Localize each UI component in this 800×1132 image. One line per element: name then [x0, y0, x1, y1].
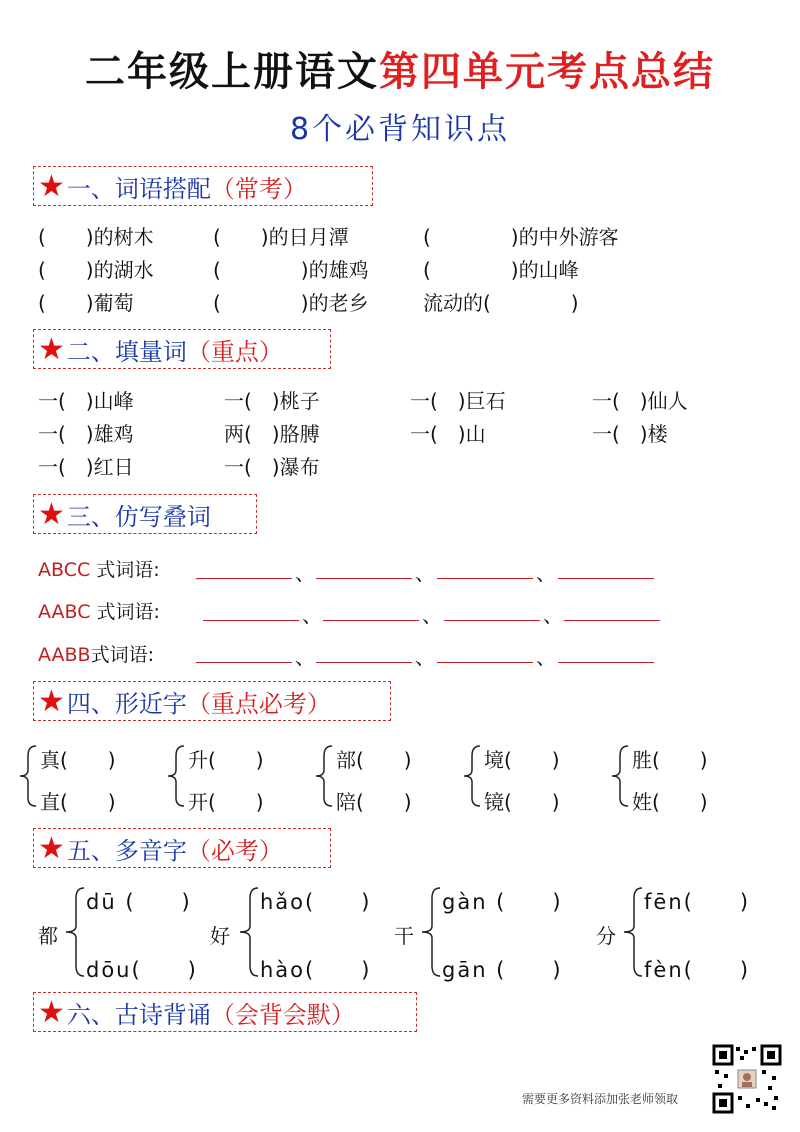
section-header-2 — [33, 329, 331, 369]
section-title: 五、多音字 — [66, 836, 187, 865]
pinyin-top: fēn( ) — [644, 890, 751, 914]
reduplication-label-2 — [38, 597, 160, 624]
collocation-item: 流动的( ) — [423, 291, 579, 315]
section-title: 三、仿写叠词 — [66, 502, 211, 531]
similar-char-top: 部( ) — [336, 748, 412, 772]
reduplication-label-1 — [38, 555, 160, 582]
section-note: （重点必考） — [186, 689, 331, 718]
section-header-6 — [33, 992, 417, 1032]
section-note: （必考） — [186, 836, 283, 865]
section-title: 六、古诗背诵 — [66, 1000, 211, 1029]
answer-line[interactable] — [196, 662, 292, 663]
measure-item: 一( )仙人 — [592, 389, 688, 413]
title-part-red: 第四单元考点总结 — [379, 49, 715, 95]
separator: 、 — [302, 603, 322, 627]
pinyin-top: gàn ( ) — [442, 890, 563, 914]
brace-icon — [616, 884, 646, 980]
polyphone-char: 干 — [394, 924, 414, 948]
answer-line[interactable] — [564, 620, 660, 621]
section-title: 一、词语搭配 — [66, 174, 211, 203]
brace-icon — [306, 742, 336, 810]
brace-icon — [414, 884, 444, 980]
answer-line[interactable] — [316, 578, 412, 579]
measure-item: 一( )楼 — [592, 422, 668, 446]
collocation-item: ( )的树木 — [38, 225, 154, 249]
star-icon: ★ — [38, 683, 65, 719]
pattern-name: ABCC — [38, 559, 91, 581]
answer-line[interactable] — [558, 662, 654, 663]
collocation-item: ( )的雄鸡 — [213, 258, 369, 282]
brace-icon — [10, 742, 40, 810]
similar-char-top: 升( ) — [188, 748, 264, 772]
collocation-item: ( )的湖水 — [38, 258, 154, 282]
separator: 、 — [543, 603, 563, 627]
collocation-item: ( )的中外游客 — [423, 225, 619, 249]
star-icon: ★ — [38, 331, 65, 367]
reduplication-label-3 — [38, 640, 154, 667]
separator: 、 — [422, 603, 442, 627]
pinyin-bottom: fèn( ) — [644, 958, 751, 982]
star-icon: ★ — [38, 496, 65, 532]
measure-item: 一( )雄鸡 — [38, 422, 134, 446]
pattern-name: AABC — [38, 601, 91, 623]
section-note: （常考） — [210, 174, 307, 203]
separator: 、 — [415, 561, 435, 585]
star-icon: ★ — [38, 830, 65, 866]
qr-code-icon[interactable] — [712, 1044, 782, 1114]
answer-line[interactable] — [196, 578, 292, 579]
section-header-1 — [33, 166, 373, 206]
separator: 、 — [415, 645, 435, 669]
polyphone-char: 分 — [596, 924, 616, 948]
similar-char-bottom: 陪( ) — [336, 790, 412, 814]
pattern-suffix: 式词语: — [96, 601, 160, 623]
brace-icon — [58, 884, 88, 980]
title-part-black: 二年级上册语文 — [85, 49, 379, 95]
brace-icon — [454, 742, 484, 810]
pinyin-bottom: dōu( ) — [86, 958, 198, 982]
similar-char-bottom: 直( ) — [40, 790, 116, 814]
measure-item: 一( )巨石 — [410, 389, 506, 413]
collocation-item: ( )葡萄 — [38, 291, 134, 315]
star-icon: ★ — [38, 994, 65, 1030]
measure-item: 一( )山峰 — [38, 389, 134, 413]
measure-item: 一( )瀑布 — [224, 455, 320, 479]
answer-line[interactable] — [444, 620, 540, 621]
section-header-4 — [33, 681, 391, 721]
similar-char-top: 境( ) — [484, 748, 560, 772]
section-header-3 — [33, 494, 257, 534]
separator: 、 — [295, 645, 315, 669]
measure-item: 一( )山 — [410, 422, 486, 446]
answer-line[interactable] — [558, 578, 654, 579]
measure-item: 一( )红日 — [38, 455, 134, 479]
footer-note: 需要更多资料添加张老师领取 — [522, 1092, 679, 1106]
collocation-item: ( )的老乡 — [213, 291, 369, 315]
page-subtitle: 8个必背知识点 — [289, 112, 511, 147]
star-icon: ★ — [38, 168, 65, 204]
separator: 、 — [295, 561, 315, 585]
similar-char-bottom: 开( ) — [188, 790, 264, 814]
answer-line[interactable] — [316, 662, 412, 663]
polyphone-char: 都 — [38, 924, 58, 948]
similar-char-bottom: 姓( ) — [632, 790, 708, 814]
similar-char-top: 真( ) — [40, 748, 116, 772]
measure-item: 一( )桃子 — [224, 389, 320, 413]
section-title: 二、填量词 — [66, 337, 187, 366]
section-header-5 — [33, 828, 331, 868]
separator: 、 — [536, 645, 556, 669]
brace-icon — [158, 742, 188, 810]
answer-line[interactable] — [437, 578, 533, 579]
pinyin-bottom: gān ( ) — [442, 958, 563, 982]
pattern-suffix: 式词语: — [96, 559, 160, 581]
pinyin-top: hǎo( ) — [260, 890, 372, 914]
section-note: （重点） — [186, 337, 283, 366]
pattern-suffix: 式词语: — [90, 644, 154, 666]
similar-char-bottom: 镜( ) — [484, 790, 560, 814]
measure-item: 两( )胳膊 — [224, 422, 320, 446]
collocation-item: ( )的山峰 — [423, 258, 579, 282]
similar-char-top: 胜( ) — [632, 748, 708, 772]
pattern-name: AABB — [38, 644, 91, 666]
brace-icon — [602, 742, 632, 810]
pinyin-bottom: hào( ) — [260, 958, 372, 982]
separator: 、 — [536, 561, 556, 585]
answer-line[interactable] — [437, 662, 533, 663]
section-title: 四、形近字 — [66, 689, 187, 718]
answer-line[interactable] — [203, 620, 299, 621]
polyphone-char: 好 — [210, 924, 230, 948]
pinyin-top: dū ( ) — [86, 890, 192, 914]
section-note: （会背会默） — [210, 1000, 355, 1029]
page-title — [0, 40, 800, 97]
answer-line[interactable] — [323, 620, 419, 621]
brace-icon — [232, 884, 262, 980]
collocation-item: ( )的日月潭 — [213, 225, 349, 249]
